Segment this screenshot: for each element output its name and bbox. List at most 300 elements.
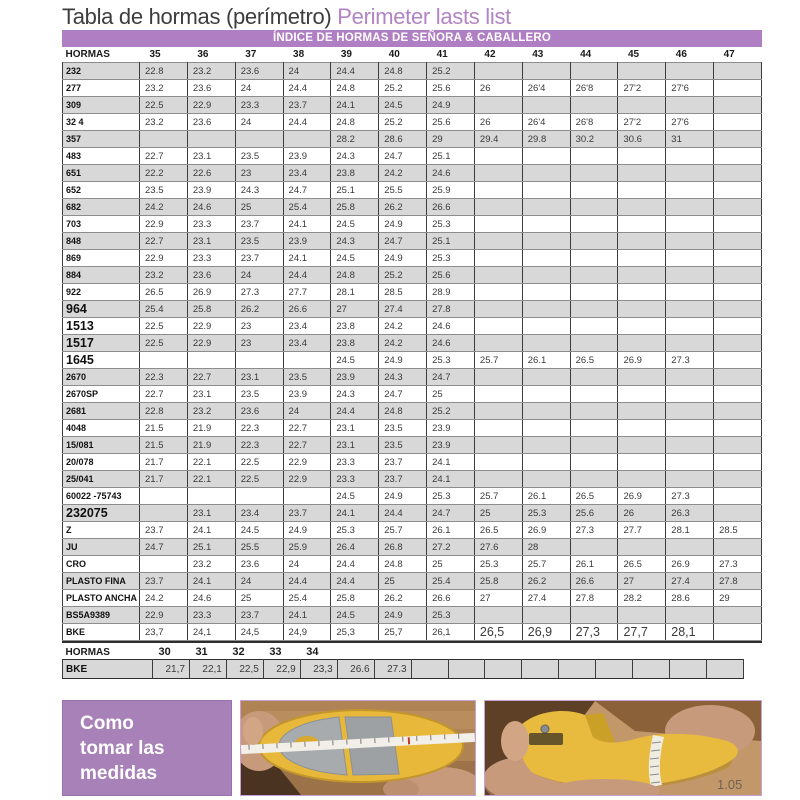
value-cell: 24.9: [283, 522, 331, 539]
value-cell: 26.1: [522, 352, 570, 369]
value-cell: [235, 131, 283, 148]
value-cell: [714, 267, 762, 284]
value-cell: 25: [379, 573, 427, 590]
bottom-table-header-row: [63, 645, 744, 660]
value-cell: 24: [283, 403, 331, 420]
value-cell: 22,9: [263, 660, 300, 679]
value-cell: 25: [474, 505, 522, 522]
value-cell: 28.1: [331, 284, 379, 301]
value-cell: 22.5: [235, 454, 283, 471]
value-cell: [666, 148, 714, 165]
value-cell: [666, 437, 714, 454]
value-cell: 24.6: [187, 199, 235, 216]
value-cell: [522, 318, 570, 335]
value-cell: 23.1: [331, 420, 379, 437]
value-cell: [570, 250, 618, 267]
value-cell: 23.7: [283, 97, 331, 114]
row-label: 2670SP: [63, 386, 140, 403]
value-cell: [618, 284, 666, 301]
divider-rule: [62, 641, 762, 643]
value-cell: 23.7: [235, 250, 283, 267]
value-cell: 24.7: [379, 148, 427, 165]
value-cell: 24.4: [283, 80, 331, 97]
value-cell: 24.8: [379, 403, 427, 420]
row-label: PLASTO ANCHA: [63, 590, 140, 607]
value-cell: [666, 250, 714, 267]
value-cell: [522, 335, 570, 352]
value-cell: 23.2: [140, 80, 188, 97]
value-cell: 25.7: [474, 352, 522, 369]
value-cell: 26.6: [337, 660, 374, 679]
value-cell: 23: [235, 318, 283, 335]
value-cell: 23.2: [187, 556, 235, 573]
table-row: [63, 284, 762, 301]
value-cell: 23.1: [187, 505, 235, 522]
value-cell: [522, 301, 570, 318]
value-cell: 24,9: [283, 624, 331, 641]
row-label: 2681: [63, 403, 140, 420]
row-label: 2670: [63, 369, 140, 386]
value-cell: 21,7: [153, 660, 190, 679]
value-cell: [474, 165, 522, 182]
value-cell: [474, 199, 522, 216]
value-cell: 23.3: [187, 216, 235, 233]
value-cell: 23.6: [187, 267, 235, 284]
size-column-header: [596, 645, 633, 660]
value-cell: [714, 80, 762, 97]
value-cell: 24.2: [140, 199, 188, 216]
table-row: [63, 63, 762, 80]
value-cell: [714, 216, 762, 233]
value-cell: 24.2: [379, 165, 427, 182]
table-row: [63, 437, 762, 454]
size-column-header: 44: [580, 49, 592, 60]
info-box-line: tomar las: [80, 738, 165, 759]
row-label: JU: [63, 539, 140, 556]
row-label: BKE: [63, 660, 153, 679]
value-cell: 23.9: [283, 148, 331, 165]
value-cell: [714, 63, 762, 80]
value-cell: [570, 403, 618, 420]
value-cell: 23,7: [140, 624, 188, 641]
value-cell: 28.9: [427, 284, 475, 301]
row-label: 4048: [63, 420, 140, 437]
value-cell: 24.1: [187, 522, 235, 539]
value-cell: 25.2: [379, 114, 427, 131]
table-row: [63, 369, 762, 386]
row-label: 703: [63, 216, 140, 233]
size-column-header: 46: [675, 49, 687, 60]
value-cell: 23.4: [283, 335, 331, 352]
value-cell: [570, 233, 618, 250]
value-cell: 23.9: [283, 233, 331, 250]
row-label: 869: [63, 250, 140, 267]
size-column-header: 38: [293, 49, 305, 60]
value-cell: 24.1: [283, 216, 331, 233]
value-cell: 25.6: [427, 114, 475, 131]
value-cell: 24.4: [379, 505, 427, 522]
table-row: [63, 539, 762, 556]
value-cell: 24.8: [331, 80, 379, 97]
size-column-header: 35: [149, 49, 161, 60]
value-cell: 27.4: [379, 301, 427, 318]
value-cell: [522, 386, 570, 403]
value-cell: [283, 352, 331, 369]
table-row: [63, 301, 762, 318]
value-cell: 23.9: [283, 386, 331, 403]
value-cell: [666, 386, 714, 403]
info-box-line: medidas: [80, 763, 158, 784]
value-cell: 24.3: [331, 148, 379, 165]
value-cell: [522, 454, 570, 471]
value-cell: 24.7: [140, 539, 188, 556]
table-row: [63, 114, 762, 131]
value-cell: 27.3: [666, 352, 714, 369]
value-cell: 25.1: [187, 539, 235, 556]
value-cell: 26,1: [427, 624, 475, 641]
value-cell: 22.9: [140, 607, 188, 624]
value-cell: 25.3: [427, 216, 475, 233]
table-row: [63, 148, 762, 165]
value-cell: 27.7: [283, 284, 331, 301]
row-label: 922: [63, 284, 140, 301]
value-cell: 27.4: [522, 590, 570, 607]
value-cell: 21.5: [140, 437, 188, 454]
value-cell: 26: [474, 80, 522, 97]
value-cell: 23.3: [331, 471, 379, 488]
value-cell: 26.5: [474, 522, 522, 539]
value-cell: [618, 539, 666, 556]
size-column-header: 45: [627, 49, 640, 60]
value-cell: 25.3: [427, 607, 475, 624]
value-cell: 24.5: [331, 216, 379, 233]
value-cell: 25.6: [570, 505, 618, 522]
value-cell: [714, 607, 762, 624]
value-cell: 26.5: [618, 556, 666, 573]
value-cell: 27,7: [618, 624, 666, 641]
value-cell: 26.3: [666, 505, 714, 522]
value-cell: [570, 199, 618, 216]
value-cell: [714, 182, 762, 199]
value-cell: [666, 63, 714, 80]
value-cell: 24.4: [331, 63, 379, 80]
main-table-body: [63, 63, 762, 641]
value-cell: 25.8: [331, 199, 379, 216]
value-cell: [714, 284, 762, 301]
value-cell: [666, 420, 714, 437]
value-cell: [666, 216, 714, 233]
value-cell: 22.6: [187, 165, 235, 182]
value-cell: 25.6: [427, 80, 475, 97]
row-label: 60022 -75743: [63, 488, 140, 505]
value-cell: [474, 97, 522, 114]
value-cell: [522, 63, 570, 80]
value-cell: 22.5: [140, 335, 188, 352]
value-cell: [570, 216, 618, 233]
value-cell: 24.7: [427, 505, 475, 522]
value-cell: 24.4: [331, 403, 379, 420]
value-cell: [618, 437, 666, 454]
size-column-header: 37: [245, 49, 257, 60]
value-cell: [140, 352, 188, 369]
value-cell: [522, 660, 559, 679]
value-cell: 24.9: [379, 250, 427, 267]
girth-measuring-illustration: [485, 701, 761, 795]
value-cell: 23.3: [187, 250, 235, 267]
row-label: 232075: [63, 505, 140, 522]
value-cell: 25.3: [474, 556, 522, 573]
value-cell: [522, 199, 570, 216]
value-cell: 24: [235, 114, 283, 131]
value-cell: [666, 403, 714, 420]
value-cell: 25: [235, 590, 283, 607]
value-cell: 25: [427, 556, 475, 573]
value-cell: [714, 148, 762, 165]
value-cell: [570, 318, 618, 335]
value-cell: 25.5: [235, 539, 283, 556]
value-cell: 22.7: [140, 148, 188, 165]
value-cell: 29: [427, 131, 475, 148]
value-cell: 23.1: [187, 386, 235, 403]
value-cell: 24.9: [379, 607, 427, 624]
value-cell: 28.2: [331, 131, 379, 148]
value-cell: 23.1: [187, 148, 235, 165]
row-label: 848: [63, 233, 140, 250]
size-column-header: 39: [340, 49, 352, 60]
value-cell: [559, 660, 596, 679]
value-cell: 24.7: [379, 386, 427, 403]
value-cell: 22.9: [283, 454, 331, 471]
value-cell: [570, 165, 618, 182]
value-cell: 26'4: [522, 114, 570, 131]
value-cell: [618, 63, 666, 80]
value-cell: 25.6: [427, 267, 475, 284]
value-cell: [714, 505, 762, 522]
table-row: [63, 488, 762, 505]
value-cell: [474, 301, 522, 318]
value-cell: [618, 386, 666, 403]
value-cell: 24.1: [283, 250, 331, 267]
table-row: [63, 403, 762, 420]
value-cell: 22.7: [140, 233, 188, 250]
value-cell: [618, 97, 666, 114]
table-row: [63, 522, 762, 539]
value-cell: [570, 335, 618, 352]
value-cell: 26: [474, 114, 522, 131]
row-label: 1513: [63, 318, 140, 335]
value-cell: 27.8: [714, 573, 762, 590]
size-column-header: 41: [436, 49, 448, 60]
value-cell: 27.8: [427, 301, 475, 318]
size-column-header: [559, 645, 596, 660]
value-cell: 22.7: [283, 437, 331, 454]
value-cell: 28.2: [618, 590, 666, 607]
main-table-label-header: HORMAS: [65, 49, 110, 60]
value-cell: [235, 488, 283, 505]
value-cell: [570, 437, 618, 454]
value-cell: [618, 267, 666, 284]
value-cell: 24.1: [331, 505, 379, 522]
value-cell: [522, 216, 570, 233]
row-label: 884: [63, 267, 140, 284]
girth-measuring-photo: [484, 700, 762, 796]
value-cell: 22.3: [235, 437, 283, 454]
value-cell: [596, 660, 633, 679]
value-cell: 27.3: [374, 660, 411, 679]
value-cell: [714, 403, 762, 420]
value-cell: 24: [235, 267, 283, 284]
value-cell: [714, 114, 762, 131]
photo-annotation: 1.05: [717, 777, 743, 792]
value-cell: 24.1: [427, 471, 475, 488]
value-cell: [618, 471, 666, 488]
value-cell: 23.7: [140, 573, 188, 590]
value-cell: 25.1: [331, 182, 379, 199]
row-label: 652: [63, 182, 140, 199]
value-cell: 23.7: [283, 505, 331, 522]
value-cell: 23.6: [187, 80, 235, 97]
value-cell: 25.7: [474, 488, 522, 505]
value-cell: [570, 63, 618, 80]
value-cell: 26,5: [474, 624, 522, 641]
value-cell: [474, 233, 522, 250]
value-cell: [714, 165, 762, 182]
value-cell: 23.6: [235, 63, 283, 80]
value-cell: 24.5: [379, 97, 427, 114]
value-cell: [522, 250, 570, 267]
value-cell: [283, 488, 331, 505]
main-table-header-row: [63, 47, 762, 63]
row-label: PLASTO FINA: [63, 573, 140, 590]
value-cell: 23.6: [187, 114, 235, 131]
value-cell: [522, 148, 570, 165]
value-cell: [570, 420, 618, 437]
table-row: [63, 573, 762, 590]
value-cell: [522, 437, 570, 454]
value-cell: 22,5: [226, 660, 263, 679]
value-cell: 23.7: [379, 471, 427, 488]
value-cell: 25.9: [283, 539, 331, 556]
value-cell: [714, 199, 762, 216]
value-cell: 22.9: [187, 97, 235, 114]
value-cell: 28.5: [379, 284, 427, 301]
value-cell: [474, 148, 522, 165]
value-cell: 27.3: [666, 488, 714, 505]
index-band: ÍNDICE DE HORMAS DE SEÑORA & CABALLERO: [62, 30, 762, 47]
value-cell: 23.8: [331, 318, 379, 335]
value-cell: 31: [666, 131, 714, 148]
value-cell: [707, 660, 744, 679]
value-cell: 23: [235, 335, 283, 352]
value-cell: 23.9: [331, 369, 379, 386]
value-cell: 24.7: [379, 233, 427, 250]
value-cell: 25: [427, 386, 475, 403]
value-cell: 24.8: [331, 114, 379, 131]
value-cell: 26.2: [522, 573, 570, 590]
value-cell: [666, 369, 714, 386]
value-cell: 27.2: [427, 539, 475, 556]
value-cell: [570, 97, 618, 114]
value-cell: 21.7: [140, 471, 188, 488]
value-cell: 24.6: [427, 335, 475, 352]
bottom-table-body: [63, 660, 744, 679]
value-cell: 23.3: [331, 454, 379, 471]
value-cell: [618, 301, 666, 318]
page-title-main: Tabla de hormas (perímetro): [62, 4, 338, 29]
table-row: [63, 454, 762, 471]
size-column-header: [448, 645, 485, 660]
size-column-header: [522, 645, 559, 660]
table-row: [63, 216, 762, 233]
value-cell: [522, 471, 570, 488]
value-cell: [666, 335, 714, 352]
bottom-table-label-header: HORMAS: [65, 646, 110, 658]
size-column-header: 34: [306, 646, 319, 658]
size-column-header: 30: [158, 646, 171, 658]
value-cell: [474, 250, 522, 267]
value-cell: [570, 386, 618, 403]
value-cell: 24.5: [331, 352, 379, 369]
value-cell: 25.1: [427, 233, 475, 250]
value-cell: [714, 97, 762, 114]
value-cell: 24.2: [379, 318, 427, 335]
value-cell: [714, 369, 762, 386]
size-column-header: [411, 645, 448, 660]
value-cell: [618, 199, 666, 216]
value-cell: 25,3: [331, 624, 379, 641]
value-cell: [522, 233, 570, 250]
value-cell: [474, 369, 522, 386]
value-cell: 27,3: [570, 624, 618, 641]
value-cell: [522, 420, 570, 437]
value-cell: 22.3: [235, 420, 283, 437]
value-cell: [570, 148, 618, 165]
value-cell: 24.9: [379, 352, 427, 369]
value-cell: 28.1: [666, 522, 714, 539]
value-cell: [187, 488, 235, 505]
row-label: Z: [63, 522, 140, 539]
value-cell: [570, 301, 618, 318]
value-cell: [474, 437, 522, 454]
value-cell: [474, 216, 522, 233]
size-column-header: 36: [197, 49, 209, 60]
value-cell: [666, 454, 714, 471]
value-cell: 23.2: [140, 114, 188, 131]
value-cell: 23.1: [235, 369, 283, 386]
value-cell: [522, 607, 570, 624]
value-cell: 25: [235, 199, 283, 216]
value-cell: 22.3: [140, 369, 188, 386]
value-cell: 22.8: [140, 63, 188, 80]
value-cell: 22.1: [187, 454, 235, 471]
value-cell: 26.8: [379, 539, 427, 556]
value-cell: [714, 539, 762, 556]
value-cell: 28,1: [666, 624, 714, 641]
value-cell: [522, 97, 570, 114]
value-cell: 26.5: [570, 352, 618, 369]
value-cell: [474, 284, 522, 301]
value-cell: 28.6: [666, 590, 714, 607]
value-cell: 24.1: [283, 607, 331, 624]
value-cell: [618, 318, 666, 335]
value-cell: [714, 301, 762, 318]
value-cell: [633, 660, 670, 679]
value-cell: [618, 165, 666, 182]
value-cell: 25.4: [283, 199, 331, 216]
value-cell: 28: [522, 539, 570, 556]
table-row: [63, 505, 762, 522]
value-cell: 23.5: [283, 369, 331, 386]
